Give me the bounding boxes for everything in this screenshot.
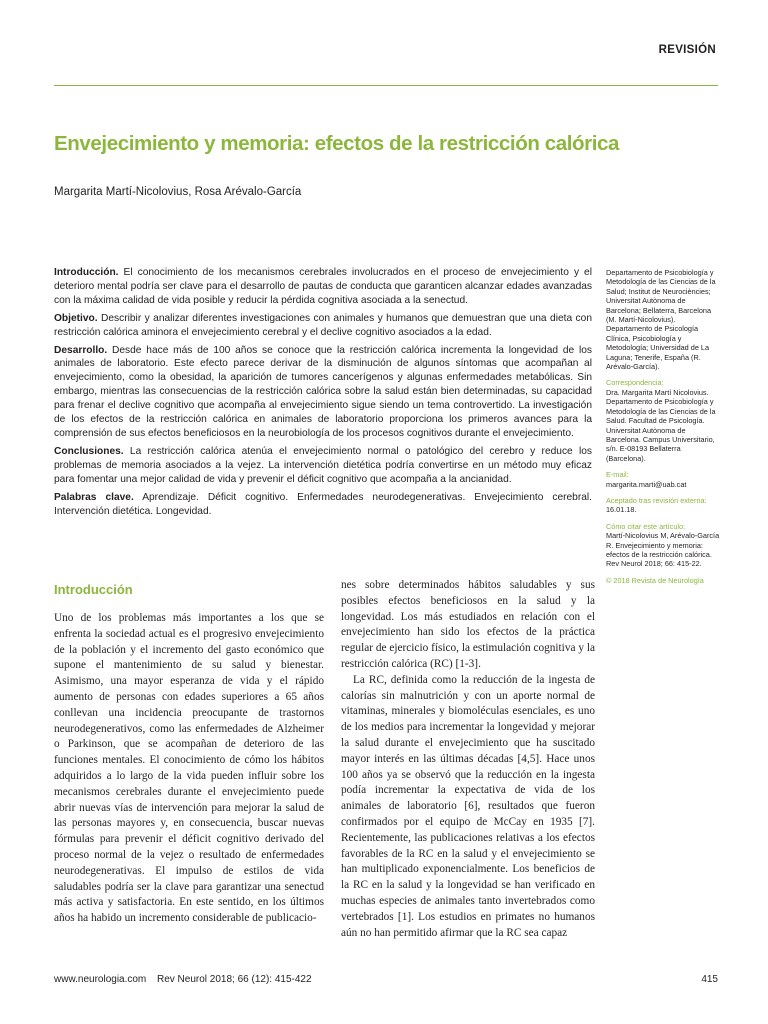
email-link[interactable]: margarita.marti@uab.cat <box>606 479 687 489</box>
cite-block <box>606 522 720 569</box>
email-label: E-mail: <box>606 470 629 480</box>
abstract-keywords-label: Palabras clave. <box>54 491 134 503</box>
body-paragraph: nes sobre determinados hábitos saludables y sus posibles efectos beneficiosos en la salud y la longevidad. Los más estudiados en relación con el envejecimiento han sido los efectos de la práctica regular de ejercicio físico, la estimulación cognitiva y la restricción calórica (RC) [1-3]. <box>341 579 595 670</box>
cite-text: Martí-Nicolovius M, Arévalo-García R. Envejecimiento y memoria: efectos de la restricción calórica. Rev Neurol 2018; 66: 415-22. <box>606 531 720 569</box>
copyright <box>606 576 720 585</box>
correspondence-text: Dra. Margarita Martí Nicolovius. Departamento de Psicobiología y Metodología de las Ciencias de la Salud. Facultad de Psicología. Universitat Autònoma de Barcelona. Campus Universitario, s/n. E-08193 Bellaterra (Barcelona). <box>606 387 716 463</box>
header-divider <box>54 85 718 86</box>
abstract-objective <box>54 312 592 340</box>
abstract-objective-label: Objetivo. <box>54 312 98 324</box>
correspondence <box>606 378 720 463</box>
abstract-development-label: Desarrollo. <box>54 344 108 356</box>
abstract-conclusions-label: Conclusiones. <box>54 445 124 457</box>
abstract-intro-text: El conocimiento de los mecanismos cerebrales involucrados en el proceso de envejecimiento y el deterioro mental podría ser clave para el desarrollo de pautas de conducta que garanticen alcanzar edades avanzadas con la máxima calidad de vida posible y reducir la pérdida cognitiva asociada a la senectud. <box>54 267 592 306</box>
accepted-block <box>606 496 720 515</box>
copyright-text: © 2018 Revista de Neurología <box>606 575 704 585</box>
abstract-development-text: Desde hace más de 100 años se conoce que la restricción calórica incrementa la longevidad de los animales de laboratorio. Este efecto parece derivar de la disminución de algunos síntomas que acompañan al envejecimiento, como la obesidad, la aparición de tumores cancerígenos y algunas enfermedades metabólicas. Sin embargo, mientras las consecuencias de la restricción calórica sobre la salud están bien determinadas, su capacidad para frenar el declive cognitivo que acompaña al envejecimiento sigue siendo un tema controvertido. La investigación de los efectos de la restricción calórica en animales de laboratorio proporciona los primeros avances para la comprensión de sus efectos beneficiosos en la neurobiología de los procesos cognitivos durante el envejecimiento. <box>54 344 592 439</box>
footer-url[interactable]: www.neurologia.com <box>54 974 147 985</box>
affiliation: Departamento de Psicobiología y Metodología de las Ciencias de la Salud; Institut de Neurociències; Universitat Autònoma de Barcelona; Bellaterra, Barcelona (M. Martí-Nicolovius). Departamento de Psicología Clínica, Psicobiología y Metodología; Universidad de La Laguna; Tenerife, España (R. Arévalo-García). <box>606 268 716 372</box>
accepted-label: Aceptado tras revisión externa: <box>606 495 707 505</box>
footer-citation: Rev Neurol 2018; 66 (12): 415-422 <box>157 974 312 985</box>
abstract <box>54 266 592 522</box>
body-paragraph: Uno de los problemas más importantes a los que se enfrenta la sociedad actual es el progresivo envejecimiento de la población y el incremento del gasto económico que supone el mantenimiento de su salud y bienestar. Asimismo, una mayor esperanza de vida y el rápido aumento de personas con edades superiores a 65 años conllevan una incidencia preocupante de trastornos neurodegenerativos, como las enfermedades de Alzheimer o Parkinson, que se acompañan de deterioro de las funciones mentales. El conocimiento de cómo los hábitos adquiridos a lo largo de la vida pueden influir sobre los mecanismos cerebrales durante el envejecimiento puede abrir nuevas vías de intervención para mejorar la salud de las personas mayores y, en consecuencia, buscar nuevas fórmulas para prevenir el déficit cognitivo derivado del proceso normal de la vejez o resultado de enfermedades neurodegenerativas. El impulso de estilos de vida saludables podría ser la clave para garantizar una senectud más activa y satisfactoria. En este sentido, en los últimos años ha habido un incremento considerable de publicacio- <box>54 612 324 925</box>
body-paragraph: La RC, definida como la reducción de la ingesta de calorías sin malnutrición y con un aporte normal de vitaminas, minerales y biomoléculas esenciales, es uno de los medios para incrementar la longevidad y mejorar la salud durante el envejecimiento que ha suscitado mayor interés en las últimas décadas [4,5]. Hace unos 100 años ya se observó que la reducción en la ingesta podía incrementar la expectativa de vida de los animales de laboratorio [6], resultados que fueron confirmados por el equipo de McCay en 1935 [7]. Recientemente, las publicaciones relativas a los efectos favorables de la RC en la salud y el envejecimiento se han multiplicado exponencialmente. Los beneficios de la RC en la salud y la longevidad se han verificado en muchas especies de animales tanto invertebrados como vertebrados [1]. Los estudios en primates no humanos aún no han permitido afirmar que la RC sea capaz <box>341 673 595 939</box>
correspondence-label: Correspondencia: <box>606 378 664 388</box>
article-authors: Margarita Martí-Nicolovius, Rosa Arévalo-García <box>54 186 302 198</box>
page-number: 415 <box>701 974 718 985</box>
abstract-keywords <box>54 491 592 519</box>
abstract-conclusions-text: La restricción calórica atenúa el envejecimiento normal o patológico del cerebro y reduce los problemas de memoria asociados a la vejez. La intervención dietética podría convertirse en un método muy eficaz para fomentar una mejor calidad de vida y prevenir el déficit cognitivo que acompaña a la ancianidad. <box>54 445 592 485</box>
article-title: Envejecimiento y memoria: efectos de la restricción calórica <box>54 132 620 155</box>
article-sidebar <box>606 268 720 592</box>
section-heading-introduction: Introducción <box>54 582 133 597</box>
accepted-date: 16.01.18. <box>606 505 637 515</box>
email-block <box>606 470 720 489</box>
abstract-introduction <box>54 266 592 308</box>
cite-label: Cómo citar este artículo: <box>606 521 686 531</box>
abstract-conclusions <box>54 445 592 487</box>
abstract-development <box>54 344 592 441</box>
abstract-keywords-text: Aprendizaje. Déficit cognitivo. Enfermedades neurodegenerativas. Envejecimiento cerebral. Intervención dietética. Longevidad. <box>54 491 592 517</box>
abstract-intro-label: Introducción. <box>54 267 119 278</box>
body-column-left <box>54 582 324 927</box>
abstract-objective-text: Describir y analizar diferentes investigaciones con animales y humanos que demuestran que una dieta con restricción calórica aminora el envejecimiento cerebral y el declive cognitivo asociados a la edad. <box>54 312 592 338</box>
section-label: REVISIÓN <box>658 44 716 56</box>
body-column-right <box>341 578 595 941</box>
